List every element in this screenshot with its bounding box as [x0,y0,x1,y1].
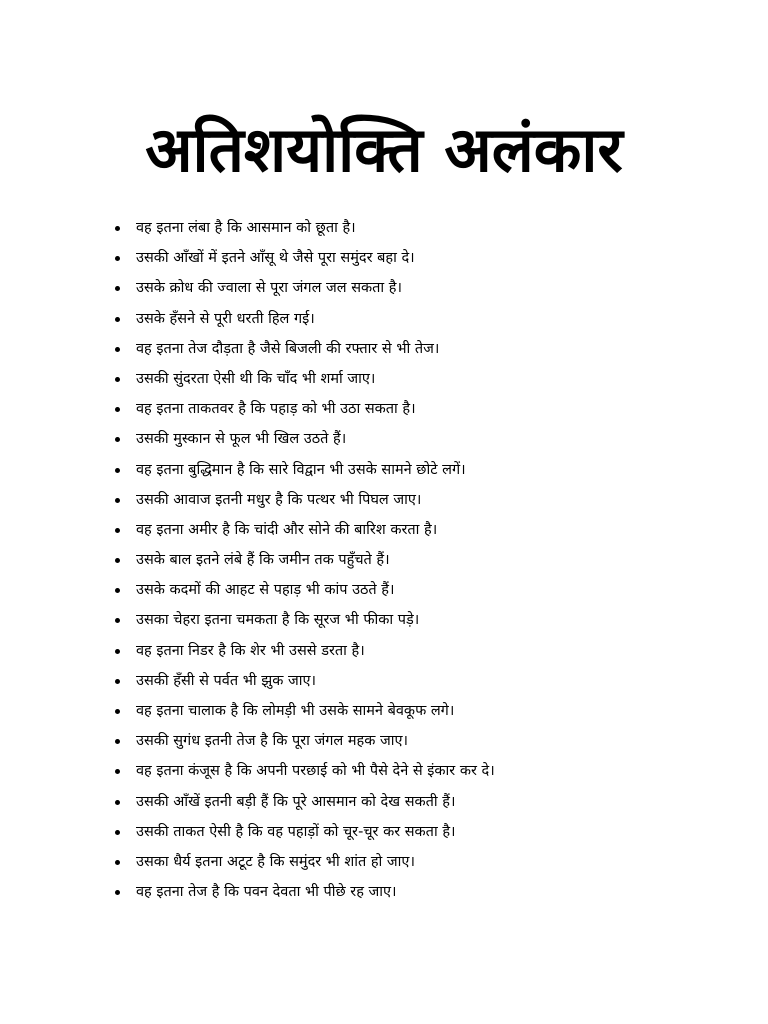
list-item-text: उसकी आवाज इतनी मधुर है कि पत्थर भी पिघल जाए। [136,491,422,508]
list-item [110,847,730,877]
list-item [110,455,730,485]
bullet-icon [115,377,120,382]
bullet-icon [115,769,120,774]
list-item-text: उसकी हँसी से पर्वत भी झुक जाए। [136,672,316,689]
list-item-text: उसके हँसने से पूरी धरती हिल गई। [136,310,315,327]
list-item [110,545,730,575]
list-item-text: उसका धैर्य इतना अटूट है कि समुंदर भी शांत हो जाए। [136,853,415,870]
list-item [110,787,730,817]
list-item [110,575,730,605]
list-item-text: उसकी ताकत ऐसी है कि वह पहाड़ों को चूर-चूर कर सकता है। [136,823,456,840]
list-item [110,213,730,243]
document-title: अतिशयोक्ति अलंकार [145,113,623,186]
list-item [110,636,730,666]
bullet-icon [115,890,120,895]
bullet-icon [115,286,120,291]
list-item-text: वह इतना तेज दौड़ता है जैसे बिजली की रफ्तार से भी तेज। [136,340,440,357]
bullet-icon [115,800,120,805]
bullet-icon [115,256,120,261]
list-item [110,817,730,847]
list-item-text: वह इतना ताकतवर है कि पहाड़ को भी उठा सकता है। [136,401,416,418]
list-item-text: उसकी मुस्कान से फूल भी खिल उठते हैं। [136,431,347,448]
list-item-text: उसका चेहरा इतना चमकता है कि सूरज भी फीका पड़े। [136,612,420,629]
bullet-icon [115,649,120,654]
bullet-icon [115,739,120,744]
list-item-text: उसके कदमों की आहट से पहाड़ भी कांप उठते हैं। [136,582,395,599]
bullet-icon [115,558,120,563]
list-item [110,273,730,303]
bullet-icon [115,468,120,473]
list-item [110,364,730,394]
list-item [110,394,730,424]
list-item-text: उसके क्रोध की ज्वाला से पूरा जंगल जल सकता है। [136,280,402,297]
list-item-text: वह इतना चालाक है कि लोमड़ी भी उसके सामने बेवकूफ लगे। [136,703,455,719]
bullet-icon [115,528,120,533]
example-list [110,213,730,907]
list-item-text: वह इतना निडर है कि शेर भी उससे डरता है। [136,642,365,659]
bullet-icon [115,437,120,442]
bullet-icon [115,407,120,412]
bullet-icon [115,317,120,322]
list-item-text: वह इतना कंजूस है कि अपनी परछाई को भी पैसे देने से इंकार कर दे। [136,763,495,780]
list-item [110,605,730,635]
bullet-icon [115,679,120,684]
list-item-text: उसकी आँखों में इतने आँसू थे जैसे पूरा समुंदर बहा दे। [136,250,415,267]
bullet-icon [115,618,120,623]
bullet-icon [115,588,120,593]
bullet-icon [115,860,120,865]
bullet-icon [115,830,120,835]
list-item [110,485,730,515]
bullet-icon [115,226,120,231]
list-item-text: वह इतना बुद्धिमान है कि सारे विद्वान भी उसके सामने छोटे लगें। [136,461,466,478]
list-item [110,424,730,454]
list-item [110,334,730,364]
list-item-text: उसकी सुंदरता ऐसी थी कि चाँद भी शर्मा जाए। [136,370,376,387]
list-item [110,726,730,756]
list-item [110,756,730,786]
list-item [110,515,730,545]
bullet-icon [115,709,120,714]
list-item-text: उसकी आँखें इतनी बड़ी हैं कि पूरे आसमान को देख सकती हैं। [136,793,456,810]
list-item [110,666,730,696]
list-item [110,243,730,273]
list-item [110,304,730,334]
list-item-text: वह इतना अमीर है कि चांदी और सोने की बारिश करता है। [136,521,438,538]
bullet-icon [115,498,120,503]
list-item [110,696,730,726]
list-item-text: उसके बाल इतने लंबे हैं कि जमीन तक पहुँचते हैं। [136,552,390,569]
bullet-icon [115,347,120,352]
list-item-text: वह इतना तेज है कि पवन देवता भी पीछे रह जाए। [136,884,397,901]
list-item-text: वह इतना लंबा है कि आसमान को छूता है। [136,220,356,236]
list-item-text: उसकी सुगंध इतनी तेज है कि पूरा जंगल महक जाए। [136,733,409,750]
list-item [110,877,730,907]
